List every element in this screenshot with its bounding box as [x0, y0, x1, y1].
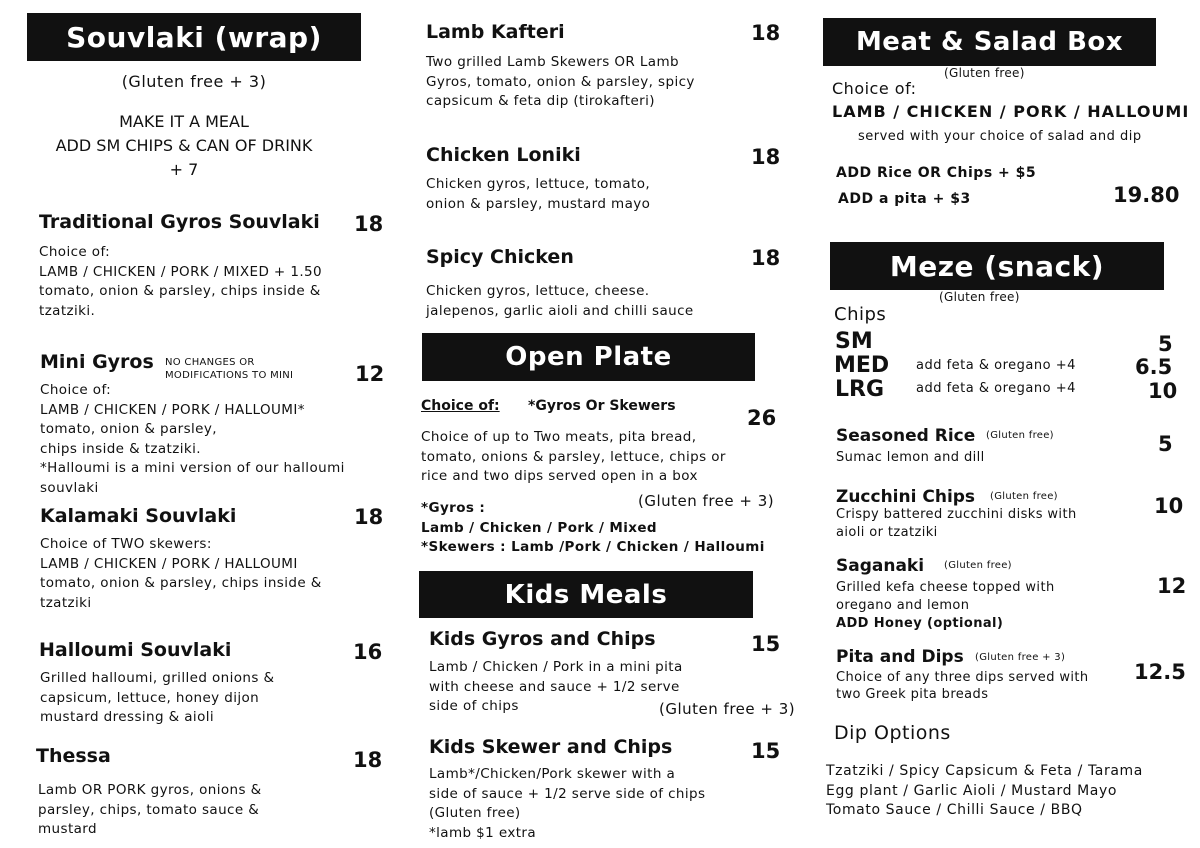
meat-box-add-2: ADD a pita + $3: [838, 191, 971, 207]
dip-line: Tomato Sauce / Chilli Sauce / BBQ: [826, 802, 1083, 818]
chips-label: Chips: [834, 304, 887, 325]
desc-line: tomato, onion & parsley, chips inside &: [40, 575, 322, 591]
dip-line: Tzatziki / Spicy Capsicum & Feta / Tarama: [826, 763, 1143, 779]
desc-line: tzatziki: [40, 594, 92, 611]
desc-line: onion & parsley, mustard mayo: [426, 195, 651, 212]
dip-options-header: Dip Options: [834, 722, 951, 744]
meze-gluten-note: (Gluten free): [939, 290, 1020, 304]
desc-line: capsicum, lettuce, honey dijon: [40, 689, 260, 706]
item-name: Lamb Kafteri: [426, 21, 565, 43]
desc-line: mustard: [38, 821, 97, 837]
meat-box-header: [823, 18, 1156, 66]
item-name: Kalamaki Souvlaki: [40, 505, 237, 527]
souvlaki-gluten-note: (Gluten free + 3): [121, 72, 267, 91]
item-desc: [426, 53, 695, 112]
meat-box-header-label: Meat & Salad Box: [855, 27, 1124, 57]
desc-line: Two grilled Lamb Skewers OR Lamb: [426, 54, 679, 70]
item-desc: [40, 381, 345, 498]
item-name: Mini Gyros: [40, 351, 154, 373]
desc-line: Gyros, tomato, onion & parsley, spicy: [426, 73, 695, 90]
open-plate-header-label: Open Plate: [505, 342, 672, 372]
item-desc: [836, 669, 1089, 703]
item-tag: (Gluten free): [990, 491, 1058, 502]
item-price: 15: [751, 632, 781, 656]
open-plate-header: [422, 333, 755, 381]
skewers-line: *Skewers : Lamb /Pork / Chicken / Halloumi: [421, 539, 765, 555]
item-desc: [426, 282, 694, 321]
meal-line-2: ADD SM CHIPS & CAN OF DRINK: [55, 136, 313, 155]
desc-line: Grilled kefa cheese topped with: [836, 580, 1055, 595]
size-lrg-extra: add feta & oregano +4: [916, 381, 1076, 396]
size-lrg: LRG: [835, 377, 885, 402]
item-desc: [40, 669, 274, 728]
size-med-extra: add feta & oregano +4: [916, 358, 1076, 373]
desc-line: tomato, onion & parsley, chips inside &: [39, 283, 321, 299]
meat-box-price: 19.80: [1113, 183, 1180, 207]
item-tag: (Gluten free): [944, 560, 1012, 571]
desc-line: aioli or tzatziki: [836, 524, 938, 540]
item-name: Pita and Dips: [836, 647, 964, 667]
item-price: 10: [1154, 494, 1184, 518]
item-price: 12: [1157, 574, 1187, 598]
desc-line: Grilled halloumi, grilled onions &: [40, 670, 275, 686]
desc-line: side of chips: [429, 698, 519, 714]
size-sm: SM: [835, 329, 873, 354]
desc-line: (Gluten free): [429, 805, 521, 821]
desc-line: two Greek pita breads: [836, 687, 989, 702]
meat-box-served: served with your choice of salad and dip: [858, 129, 1142, 144]
desc-line: *lamb $1 extra: [429, 824, 537, 841]
kids-header: [419, 571, 753, 618]
desc-line: *Halloumi is a mini version of our halloumi: [40, 460, 345, 476]
item-name: Kids Gyros and Chips: [429, 628, 656, 650]
desc-line: Choice of TWO skewers:: [40, 536, 212, 552]
size-lrg-price: 10: [1148, 379, 1178, 403]
item-price: 18: [353, 748, 383, 772]
desc-line: mustard dressing & aioli: [40, 709, 215, 725]
desc-line: tzatziki.: [39, 302, 96, 319]
item-desc: [38, 781, 262, 840]
open-plate-price: 26: [747, 406, 777, 430]
item-price: 18: [751, 246, 781, 270]
item-price: 12: [355, 362, 385, 386]
dip-line: Egg plant / Garlic Aioli / Mustard Mayo: [826, 782, 1118, 799]
item-name: Kids Skewer and Chips: [429, 736, 673, 758]
desc-line: Lamb*/Chicken/Pork skewer with a: [429, 766, 676, 782]
item-tag: (Gluten free): [986, 430, 1054, 441]
item-price: 18: [751, 21, 781, 45]
desc-line: LAMB / CHICKEN / PORK / HALLOUMI: [40, 555, 298, 572]
item-desc: [429, 765, 705, 843]
desc-line: side of sauce + 1/2 serve side of chips: [429, 785, 706, 802]
desc-line: tomato, onions & parsley, lettuce, chips or: [421, 448, 726, 465]
desc-line: Choice of:: [40, 382, 112, 398]
item-price: 12.5: [1134, 660, 1186, 684]
desc-line: Choice of up to Two meats, pita bread,: [421, 429, 697, 445]
open-plate-desc: [421, 428, 726, 487]
kids-header-label: Kids Meals: [504, 579, 668, 610]
note-line: NO CHANGES OR: [165, 357, 255, 368]
item-desc: [429, 658, 683, 717]
item-desc: [39, 243, 322, 321]
desc-line: LAMB / CHICKEN / PORK / MIXED + 1.50: [39, 263, 322, 280]
gyros-label: *Gyros :: [421, 500, 486, 516]
meat-box-gluten-note: (Gluten free): [944, 66, 1025, 80]
open-plate-gluten-note: (Gluten free + 3): [638, 492, 775, 510]
desc-line: Crispy battered zucchini disks with: [836, 507, 1077, 522]
desc-line: souvlaki: [40, 479, 99, 496]
desc-line: tomato, onion & parsley,: [40, 421, 217, 437]
souvlaki-header-label: Souvlaki (wrap): [66, 20, 322, 54]
item-note: [165, 356, 293, 382]
item-desc: [836, 448, 985, 468]
item-price: 5: [1158, 432, 1173, 456]
item-name: Traditional Gyros Souvlaki: [39, 211, 320, 233]
item-desc: [40, 535, 322, 613]
open-plate-options: [421, 499, 765, 558]
desc-line: chips inside & tzatziki.: [40, 440, 201, 457]
item-desc: [426, 175, 650, 214]
item-name: Spicy Chicken: [426, 246, 574, 268]
item-name: Chicken Loniki: [426, 144, 581, 166]
meat-box-choices: LAMB / CHICKEN / PORK / HALLOUMI: [832, 102, 1190, 121]
meze-header-label: Meze (snack): [889, 249, 1105, 283]
open-plate-choice-label: Choice of:: [421, 398, 500, 414]
item-price: 18: [354, 505, 384, 529]
meal-line-3: + 7: [169, 160, 199, 179]
desc-line: rice and two dips served open in a box: [421, 468, 698, 484]
desc-line: Choice of any three dips served with: [836, 670, 1089, 685]
desc-line: ADD Honey (optional): [836, 616, 1004, 631]
item-name: Thessa: [36, 745, 111, 767]
meat-box-add-1: ADD Rice OR Chips + $5: [836, 165, 1037, 181]
souvlaki-header: [27, 13, 361, 61]
size-med-price: 6.5: [1135, 355, 1173, 379]
item-price: 16: [353, 640, 383, 664]
desc-line: Chicken gyros, lettuce, cheese.: [426, 283, 650, 299]
kids-gluten-note: (Gluten free + 3): [659, 700, 796, 718]
desc-line: Lamb / Chicken / Pork in a mini pita: [429, 659, 683, 675]
gyros-line: Lamb / Chicken / Pork / Mixed: [421, 519, 657, 536]
open-plate-choice-value: *Gyros Or Skewers: [528, 398, 676, 414]
item-name: Halloumi Souvlaki: [39, 639, 232, 661]
size-med: MED: [834, 353, 890, 378]
desc-line: parsley, chips, tomato sauce &: [38, 801, 260, 818]
item-price: 15: [751, 739, 781, 763]
desc-line: Choice of:: [39, 244, 111, 260]
meat-box-choice-label: Choice of:: [832, 79, 917, 98]
desc-line: Sumac lemon and dill: [836, 450, 985, 465]
size-sm-price: 5: [1158, 332, 1173, 356]
desc-line: jalepenos, garlic aioli and chilli sauce: [426, 302, 694, 319]
desc-line: with cheese and sauce + 1/2 serve: [429, 678, 680, 695]
dip-options-list: [826, 762, 1143, 821]
desc-line: Lamb OR PORK gyros, onions &: [38, 782, 262, 798]
item-name: Zucchini Chips: [836, 487, 976, 507]
item-name: Saganaki: [836, 556, 925, 576]
meze-header: [830, 242, 1164, 290]
note-line: MODIFICATIONS TO MINI: [165, 370, 294, 381]
item-price: 18: [354, 212, 384, 236]
desc-line: oregano and lemon: [836, 598, 970, 613]
desc-line: capsicum & feta dip (tirokafteri): [426, 93, 655, 109]
item-name: Seasoned Rice: [836, 426, 976, 446]
item-desc: [836, 506, 1077, 541]
desc-line: Chicken gyros, lettuce, tomato,: [426, 176, 651, 192]
item-price: 18: [751, 145, 781, 169]
desc-line: LAMB / CHICKEN / PORK / HALLOUMI*: [40, 401, 305, 418]
meal-line-1: MAKE IT A MEAL: [119, 112, 249, 131]
item-tag: (Gluten free + 3): [975, 652, 1066, 663]
item-desc: [836, 579, 1055, 633]
